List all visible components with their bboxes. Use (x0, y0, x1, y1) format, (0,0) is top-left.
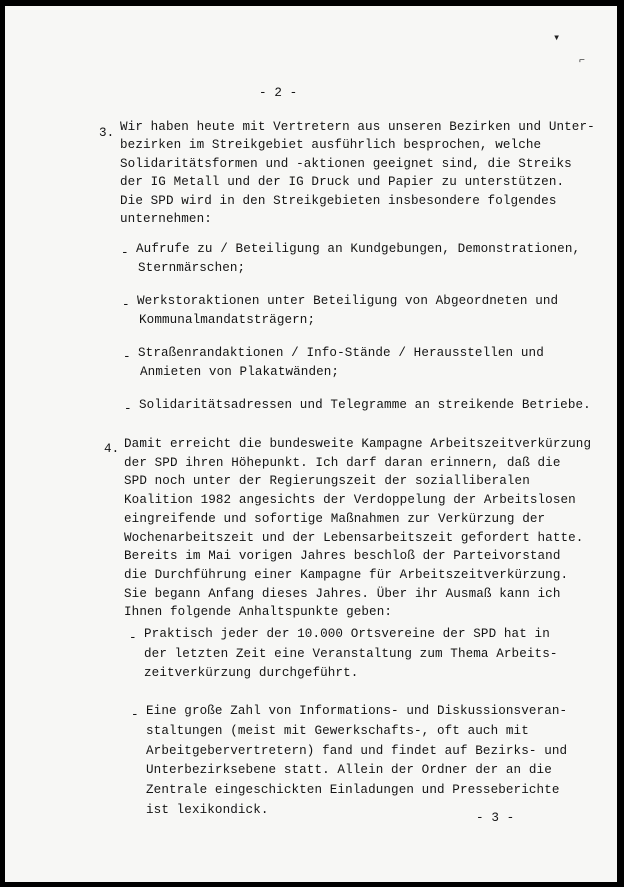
bullet-dash: - (123, 350, 131, 364)
section-number-4: 4. (104, 442, 120, 456)
paragraph-line: Solidaritätsformen und -aktionen geeignet sind, die Streiks (120, 156, 572, 171)
paragraph-line: der IG Metall und der IG Druck und Papier zu unterstützen. (120, 175, 565, 190)
scan-speck: ⌐ (579, 56, 586, 67)
paragraph-line: die Durchführung einer Kampagne für Arbeitszeitverkürzung. (124, 567, 569, 582)
bullet-dash: - (121, 246, 129, 260)
bullet-line: Zentrale eingeschickten Einladungen und Presseberichte (146, 783, 560, 798)
paragraph-line: bezirken im Streikgebiet ausführlich besprochen, welche (120, 138, 542, 153)
bullet-line: Eine große Zahl von Informations- und Diskussionsveran- (146, 704, 568, 718)
paragraph-line: Sie begann Anfang dieses Jahres. Über ihr Ausmaß kann ich (124, 586, 561, 601)
paragraph-line: Wochenarbeitszeit und der Lebensarbeitszeit gefordert hatte. (124, 530, 584, 545)
bullet-line: Aufrufe zu / Beteiligung an Kundgebungen, Demonstrationen, (136, 242, 581, 256)
paragraph-line: der SPD ihren Höhepunkt. Ich darf daran erinnern, daß die (124, 455, 561, 470)
scan-speck: ▾ (553, 31, 561, 45)
paragraph-line: eingreifende und sofortige Maßnahmen zur Verkürzung der (124, 511, 546, 526)
bullet-dash: - (129, 631, 137, 645)
bullet-line: der letzten Zeit eine Veranstaltung zum Thema Arbeits- (144, 646, 558, 661)
bullet-line: Unterbezirksebene statt. Allein der Ordner der an die (146, 763, 552, 778)
bullet-dash: - (122, 298, 130, 312)
paragraph-line: Bereits im Mai vorigen Jahres beschloß der Parteivorstand (124, 549, 561, 564)
section-number-3: 3. (99, 126, 115, 140)
bullet-line: Praktisch jeder der 10.000 Ortsvereine der SPD hat in (144, 627, 550, 641)
bullet-line: Sternmärschen; (138, 261, 246, 275)
bullet-line: Werkstoraktionen unter Beteiligung von Abgeordneten und (137, 294, 559, 308)
bullet-dash: - (124, 402, 132, 416)
bullet-line: Anmieten von Plakatwänden; (140, 365, 340, 379)
bullet-line: ist lexikondick. (146, 803, 269, 817)
bullet-item (146, 702, 568, 860)
next-page-marker: - 3 - (476, 811, 515, 825)
paragraph-line: unternehmen: (120, 212, 212, 226)
bullet-line: Kommunalmandatsträgern; (139, 313, 316, 327)
paragraph-line: SPD noch unter der Regierungszeit der sozialliberalen (124, 474, 530, 489)
bullet-dash: - (131, 708, 139, 722)
bullet-line: staltungen (meist mit Gewerkschafts-, oft auch mit (146, 723, 529, 738)
paragraph-line: Ihnen folgende Anhaltspunkte geben: (124, 605, 393, 620)
bullet-line: Arbeitgebervertretern) fand und findet auf Bezirks- und (146, 743, 568, 758)
document-page (5, 6, 617, 882)
paragraph-line: Damit erreicht die bundesweite Kampagne Arbeitszeitverkürzung (124, 437, 592, 451)
paragraph-line: Wir haben heute mit Vertretern aus unseren Bezirken und Unter- (120, 120, 595, 134)
bullet-line: zeitverkürzung durchgeführt. (144, 666, 359, 680)
page-number: - 2 - (259, 86, 298, 100)
paragraph-line: Die SPD wird in den Streikgebieten insbesondere folgendes (120, 193, 557, 208)
bullet-line: Solidaritätsadressen und Telegramme an streikende Betriebe. (139, 398, 591, 412)
bullet-line: Straßenrandaktionen / Info-Stände / Herausstellen und (138, 346, 544, 360)
paragraph-line: Koalition 1982 angesichts der Verdoppelung der Arbeitslosen (124, 493, 576, 508)
